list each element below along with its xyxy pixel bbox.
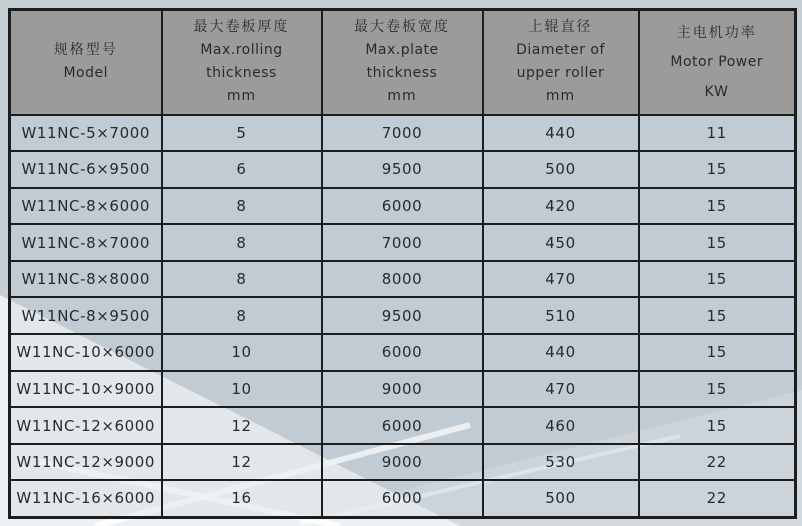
header-thickness-en2: thickness [206,65,277,82]
table-header [10,10,796,115]
value-cell: 10 [162,334,322,371]
value-cell: 15 [639,224,796,261]
value-cell: 15 [639,297,796,334]
table-row [10,480,796,517]
value-cell: 450 [483,224,639,261]
value-cell: 8 [162,297,322,334]
value-cell: 10 [162,371,322,408]
header-power-unit: KW [704,83,730,100]
value-cell: 16 [162,480,322,517]
value-cell: 8000 [322,261,483,298]
value-cell: 15 [639,371,796,408]
header-upper-roller-diameter [483,10,639,115]
model-cell: W11NC-10×6000 [10,334,162,371]
model-cell: W11NC-8×9500 [10,297,162,334]
header-roller-en2: upper roller [516,65,605,82]
header-max-rolling-thickness [162,10,322,115]
table-row [10,297,796,334]
header-thickness-en1: Max.rolling [200,42,283,59]
header-width-zh: 最大卷板宽度 [354,19,450,36]
header-model-en: Model [63,65,109,82]
model-cell: W11NC-12×6000 [10,407,162,444]
value-cell: 6000 [322,407,483,444]
header-model-zh: 规格型号 [53,42,118,59]
table-row [10,261,796,298]
value-cell: 440 [483,334,639,371]
value-cell: 12 [162,407,322,444]
table-row [10,444,796,481]
spec-table [8,8,797,519]
header-width-unit: mm [387,88,417,105]
value-cell: 500 [483,151,639,188]
header-power-zh: 主电机功率 [676,24,757,41]
table-row [10,224,796,261]
value-cell: 8 [162,224,322,261]
value-cell: 22 [639,480,796,517]
value-cell: 470 [483,261,639,298]
value-cell: 15 [639,334,796,371]
header-max-plate-width [322,10,483,115]
value-cell: 15 [639,188,796,225]
header-motor-power [639,10,796,115]
value-cell: 7000 [322,224,483,261]
value-cell: 15 [639,261,796,298]
model-cell: W11NC-5×7000 [10,115,162,152]
header-roller-en1: Diameter of [516,42,605,59]
header-model [10,10,162,115]
model-cell: W11NC-16×6000 [10,480,162,517]
value-cell: 11 [639,115,796,152]
model-cell: W11NC-8×8000 [10,261,162,298]
value-cell: 530 [483,444,639,481]
header-thickness-unit: mm [226,88,257,105]
value-cell: 460 [483,407,639,444]
value-cell: 7000 [322,115,483,152]
value-cell: 8 [162,261,322,298]
value-cell: 9500 [322,151,483,188]
value-cell: 6000 [322,188,483,225]
header-width-en1: Max.plate [365,42,439,59]
table-row [10,407,796,444]
header-power-en: Motor Power [670,54,764,71]
value-cell: 12 [162,444,322,481]
table-row [10,371,796,408]
value-cell: 5 [162,115,322,152]
value-cell: 440 [483,115,639,152]
model-cell: W11NC-6×9500 [10,151,162,188]
value-cell: 15 [639,407,796,444]
value-cell: 6000 [322,334,483,371]
table-row [10,151,796,188]
value-cell: 6000 [322,480,483,517]
table-row [10,188,796,225]
table-row [10,115,796,152]
model-cell: W11NC-8×7000 [10,224,162,261]
model-cell: W11NC-12×9000 [10,444,162,481]
value-cell: 22 [639,444,796,481]
header-width-en2: thickness [366,65,438,82]
value-cell: 9500 [322,297,483,334]
value-cell: 9000 [322,371,483,408]
value-cell: 6 [162,151,322,188]
value-cell: 500 [483,480,639,517]
value-cell: 9000 [322,444,483,481]
header-roller-unit: mm [545,88,576,105]
value-cell: 15 [639,151,796,188]
table-body [10,115,796,518]
table-row [10,334,796,371]
value-cell: 510 [483,297,639,334]
header-roller-zh: 上辊直径 [528,19,593,36]
model-cell: W11NC-10×9000 [10,371,162,408]
model-cell: W11NC-8×6000 [10,188,162,225]
value-cell: 470 [483,371,639,408]
value-cell: 420 [483,188,639,225]
value-cell: 8 [162,188,322,225]
header-row [10,10,796,115]
header-thickness-zh: 最大卷板厚度 [193,19,290,36]
